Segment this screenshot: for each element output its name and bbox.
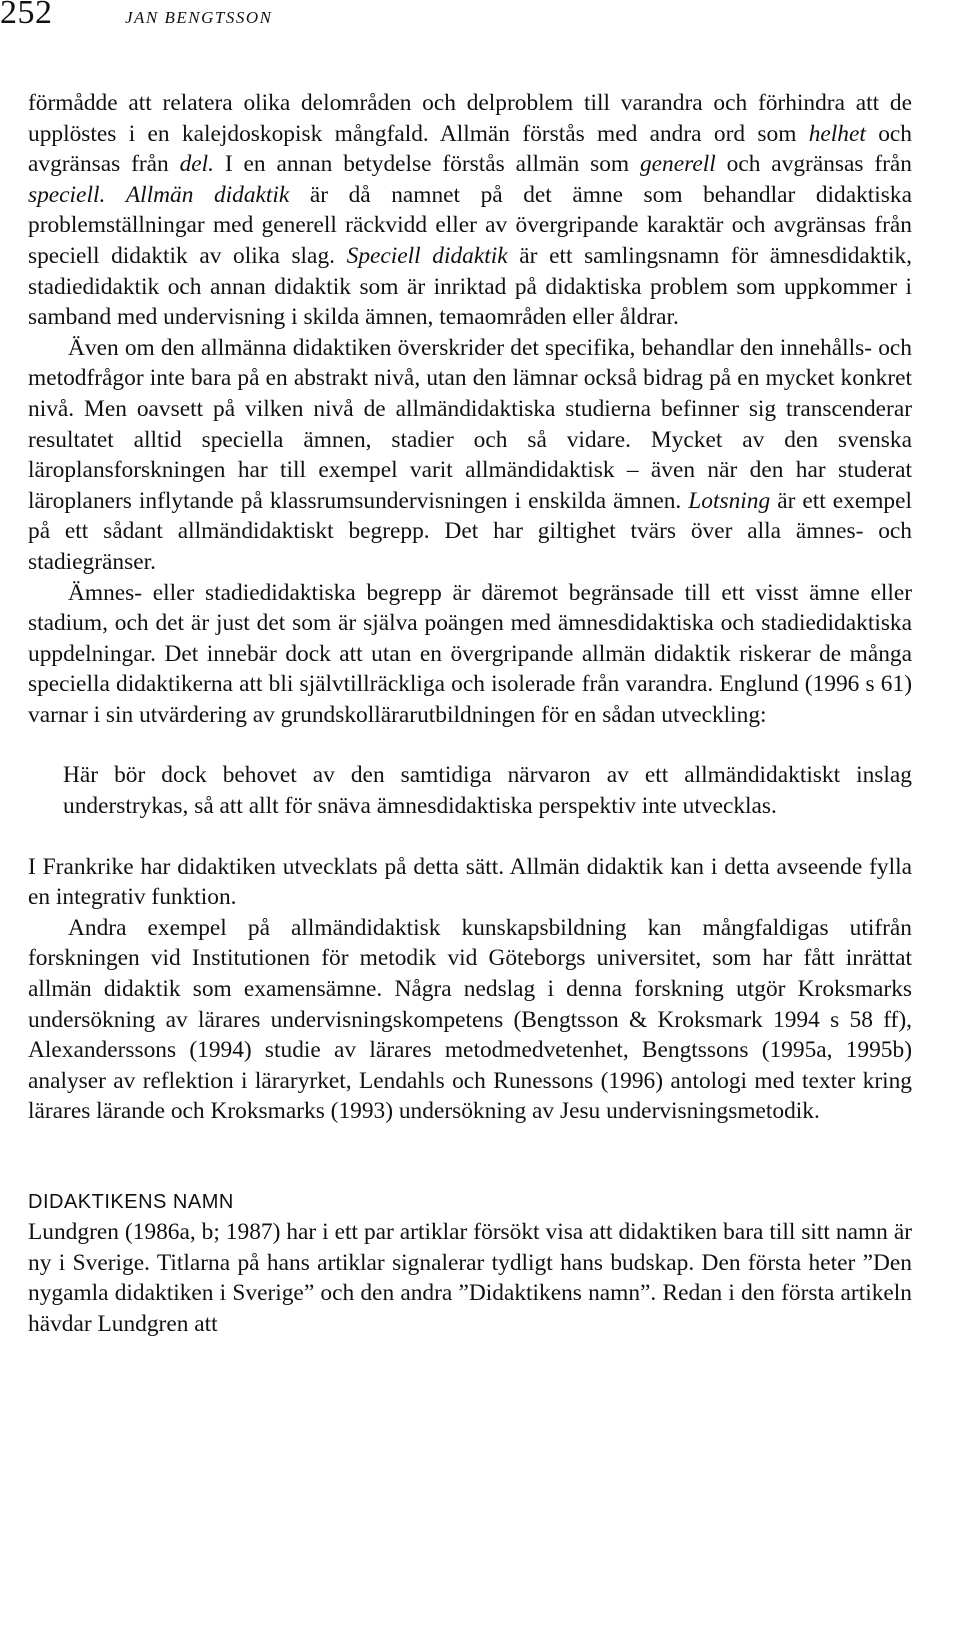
section-heading: DIDAKTIKENS NAMN	[28, 1191, 234, 1213]
page-header	[0, 0, 960, 36]
text-run: I Frankrike har didaktiken utvecklats på detta sätt. Allmän didaktik kan i detta avseende fylla en integrativ funktion.	[28, 853, 912, 911]
italic-text-run: Speciell didaktik	[346, 242, 508, 269]
italic-text-run: Allmän didaktik	[125, 181, 290, 208]
paragraph-3	[28, 578, 912, 731]
text-run: är ett samlingsnamn för ämnesdidaktik, stadiedidaktik och annan didaktik som är inriktad på didaktiska problem som uppkommer i samband med undervisning i skilda ämnen, temaområden eller åldrar.	[28, 242, 913, 331]
italic-text-run: speciell.	[28, 181, 106, 208]
text-run: och avgränsas från	[28, 120, 912, 178]
text-run: Andra exempel på allmändidaktisk kunskapsbildning kan mångfaldigas utifrån forskningen vid Institutionen för metodik vid Göteborgs universitet, som har fått inrättat allmän didaktik som examensämne. Några nedslag i denna forskning utgör Kroksmarks undersökning av lärares undervisningskompetens (Bengtsson & Kroksmark 1994 s 58 ff), Alexanderssons (1994) studie av lärares metodmedvetenhet, Bengtssons (1995a, 1995b) analyser av reflektion i läraryrket, Lendahls och Runessons (1996) antologi med texter kring lärares lärande och Kroksmarks (1993) undersökning av Jesu undervisningsmetodik.	[28, 914, 912, 1125]
text-run: är då namnet på det ämne som behandlar didaktiska problemställningar med generell räckvidd eller av övergripande karaktär och avgränsas från speciell didaktik av olika slag.	[28, 181, 912, 269]
paragraph-4	[28, 852, 912, 913]
italic-text-run: helhet	[808, 120, 866, 147]
italic-text-run: generell	[639, 151, 716, 178]
running-head: JAN BENGTSSON	[125, 8, 273, 27]
text-run	[105, 182, 126, 208]
text-run: Även om den allmänna didaktiken överskrider det specifika, behandlar den innehålls- och metodfrågor inte bara på en abstrakt nivå, utan den lämnar också bidrag på en mycket konkret nivå. Men oavsett på vilken nivå de allmändidaktiska studierna befinner sig transcenderar resultatet alltid speciella ämnen, stadier och så vidare. Mycket av den svenska läroplansforskningen har till exempel varit allmändidaktisk – även när den har studerat läroplaners inflytande på klassrumsundervisningen i enskilda ämnen.	[28, 334, 912, 514]
paragraph-5	[28, 913, 912, 1127]
text-run: Lundgren (1986a, b; 1987) har i ett par artiklar försökt visa att didaktiken bara till sitt namn är ny i Sverige. Titlarna på hans artiklar signalerar tydligt hans budskap. Den första heter ”Den nygamla didaktiken i Sverige” och den andra ”Didaktikens namn”. Redan i den första artikeln hävdar Lundgren att	[28, 1219, 912, 1337]
text-run: Ämnes- eller stadiedidaktiska begrepp är däremot begränsade till ett visst ämne eller stadium, och det är just det som är själva poängen med ämnesdidaktiska och stadiedidaktiska uppdelningar. Det innebär dock att utan en övergripande allmän didaktik riskerar de många speciella didaktikerna att bli självtillräckliga och isolerade från varandra. Englund (1996 s 61) varnar i sin utvärdering av grundskollärarutbildningen för en sådan utveckling:	[28, 579, 912, 728]
text-run: I en annan betydelse förstås allmän som	[214, 151, 640, 178]
text-run: är ett exempel på ett sådant allmändidaktiskt begrepp. Det har giltighet tvärs över alla ämnes- och stadiegränser.	[28, 487, 912, 575]
paragraph-2	[28, 333, 912, 578]
block-quote	[63, 760, 912, 821]
text-run: och avgränsas från	[715, 151, 912, 178]
italic-text-run: del.	[179, 151, 215, 178]
body-text	[28, 88, 912, 1339]
paragraph-6	[28, 1217, 912, 1339]
paragraph-1	[28, 88, 912, 333]
italic-text-run: Lotsning	[688, 487, 771, 514]
page-number: 252	[0, 0, 53, 31]
text-run: Här bör dock behovet av den samtidiga närvaron av ett allmändidaktiskt inslag understrykas, så att allt för snäva ämnesdidaktiska perspektiv inte utvecklas.	[63, 762, 912, 820]
text-run: förmådde att relatera olika delområden och delproblem till varandra och förhindra att de upplöstes i en kalejdoskopisk mångfald. Allmän förstås med andra ord som	[28, 90, 912, 147]
